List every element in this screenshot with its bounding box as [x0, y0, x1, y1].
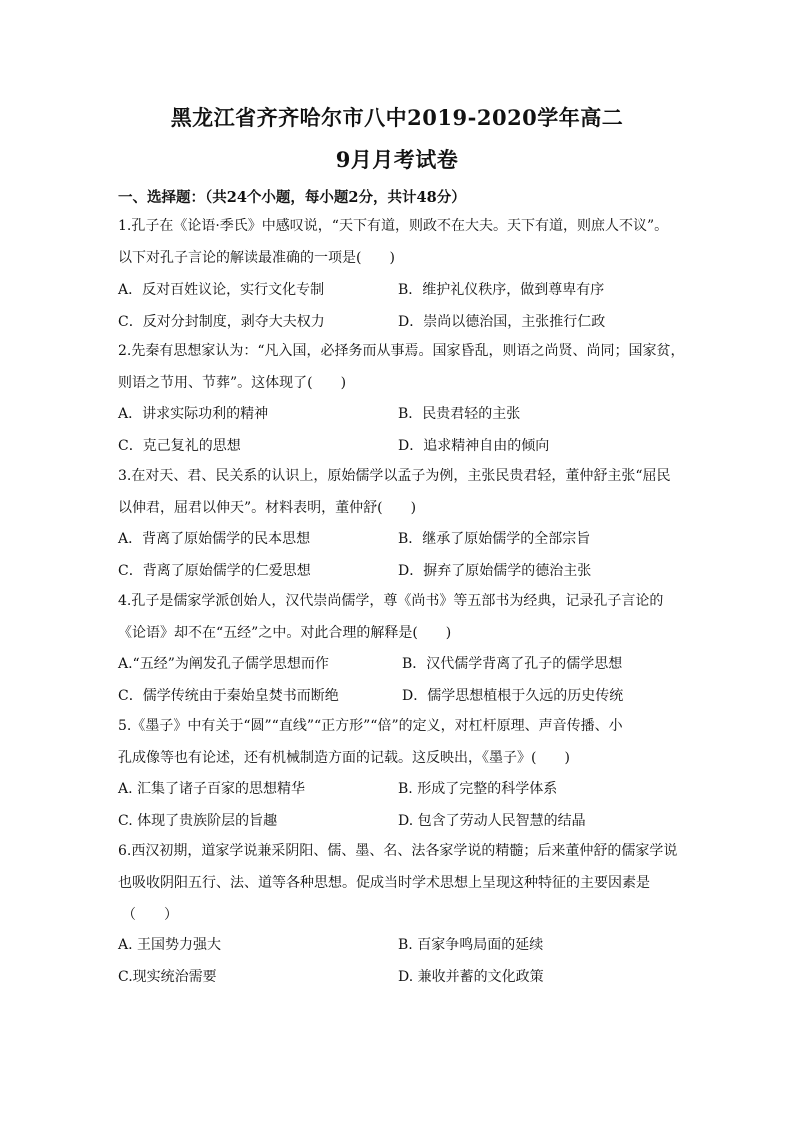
- option-a: A．背离了原始儒学的民本思想: [118, 531, 311, 547]
- question-4-options: [118, 648, 683, 712]
- question-line: 1.孔子在《论语·季氏》中感叹说，“天下有道，则政不在大夫。天下有道，则庶人不议”。: [118, 218, 669, 234]
- option-a: A．反对百姓议论，实行文化专制: [118, 282, 325, 298]
- option-d: D. 兼收并蓄的文化政策: [398, 969, 544, 985]
- option-a: A. 王国势力强大: [118, 937, 222, 953]
- option-d: D. 包含了劳动人民智慧的结晶: [398, 813, 586, 829]
- option-b: B．继承了原始儒学的全部宗旨: [398, 531, 591, 547]
- option-a: A.“五经”为阐发孔子儒学思想而作: [118, 656, 329, 672]
- option-b: B．汉代儒学背离了孔子的儒学思想: [402, 656, 623, 672]
- question-line: （ ）: [122, 907, 178, 923]
- question-line: 5.《墨子》中有关于“圆”“直线”“正方形”“倍”的定义，对杠杆原理、声音传播、小: [118, 718, 623, 734]
- question-2-options: [118, 398, 683, 462]
- question-line: 也吸收阴阳五行、法、道等各种思想。促成当时学术思想上呈现这种特征的主要因素是: [118, 875, 650, 891]
- question-line: 《论语》却不在“五经”之中。对此合理的解释是( ): [118, 625, 452, 641]
- question-6-stem: [118, 835, 683, 931]
- option-d: D．追求精神自由的倾向: [398, 438, 550, 454]
- question-line: 则语之节用、节葬”。这体现了( ): [118, 375, 347, 391]
- question-line: 孔成像等也有论述，还有机械制造方面的记载。这反映出，《墨子》( ): [118, 750, 570, 766]
- question-2-stem: [118, 335, 683, 399]
- exam-title: 黑龙江省齐齐哈尔市八中2019-2020学年高二: [170, 105, 624, 130]
- option-c: C．反对分封制度，剥夺大夫权力: [118, 314, 325, 330]
- option-d: D．儒学思想植根于久远的历史传统: [402, 688, 624, 704]
- question-line: 2.先秦有思想家认为：“凡入国，必择务而从事焉。国家昏乱，则语之尚贤、尚同；国家贫，: [118, 343, 685, 359]
- option-c: C. 体现了贵族阶层的旨趣: [118, 813, 278, 829]
- question-line: 6.西汉初期，道家学说兼采阴阳、儒、墨、名、法各家学说的精髓；后来董仲舒的儒家学说: [118, 843, 678, 859]
- option-d: D．崇尚以德治国，主张推行仁政: [398, 314, 606, 330]
- question-5-options: [118, 773, 683, 837]
- option-c: C.现实统治需要: [118, 969, 217, 985]
- question-4-stem: [118, 585, 683, 649]
- option-c: C．儒学传统由于秦始皇焚书而断绝: [118, 688, 339, 704]
- option-a: A. 汇集了诸子百家的思想精华: [118, 781, 306, 797]
- question-1-stem: [118, 210, 683, 274]
- question-line: 3.在对天、君、民关系的认识上，原始儒学以孟子为例，主张民贵君轻，董仲舒主张“屈民: [118, 468, 671, 484]
- option-d: D．摒弃了原始儒学的德治主张: [398, 563, 592, 579]
- question-5-stem: [118, 710, 683, 774]
- question-6-options: [118, 929, 683, 993]
- section-heading: 一、选择题：（共24个小题，每小题2分，共计48分）: [118, 189, 466, 206]
- question-line: 以伸君，屈君以伸天”。材料表明，董仲舒( ): [118, 500, 417, 516]
- option-b: B．民贵君轻的主张: [398, 406, 521, 422]
- question-3-stem: [118, 460, 683, 524]
- exam-subtitle: 9月月考试卷: [335, 147, 459, 172]
- option-c: C．克己复礼的思想: [118, 438, 241, 454]
- option-c: C．背离了原始儒学的仁爱思想: [118, 563, 311, 579]
- option-a: A．讲求实际功利的精神: [118, 406, 269, 422]
- question-line: 以下对孔子言论的解读最准确的一项是( ): [118, 250, 395, 266]
- question-line: 4.孔子是儒家学派创始人，汉代崇尚儒学，尊《尚书》等五部书为经典，记录孔子言论的: [118, 593, 664, 609]
- question-3-options: [118, 523, 683, 587]
- option-b: B. 百家争鸣局面的延续: [398, 937, 544, 953]
- option-b: B. 形成了完整的科学体系: [398, 781, 558, 797]
- question-1-options: [118, 274, 683, 338]
- option-b: B．维护礼仪秩序，做到尊卑有序: [398, 282, 605, 298]
